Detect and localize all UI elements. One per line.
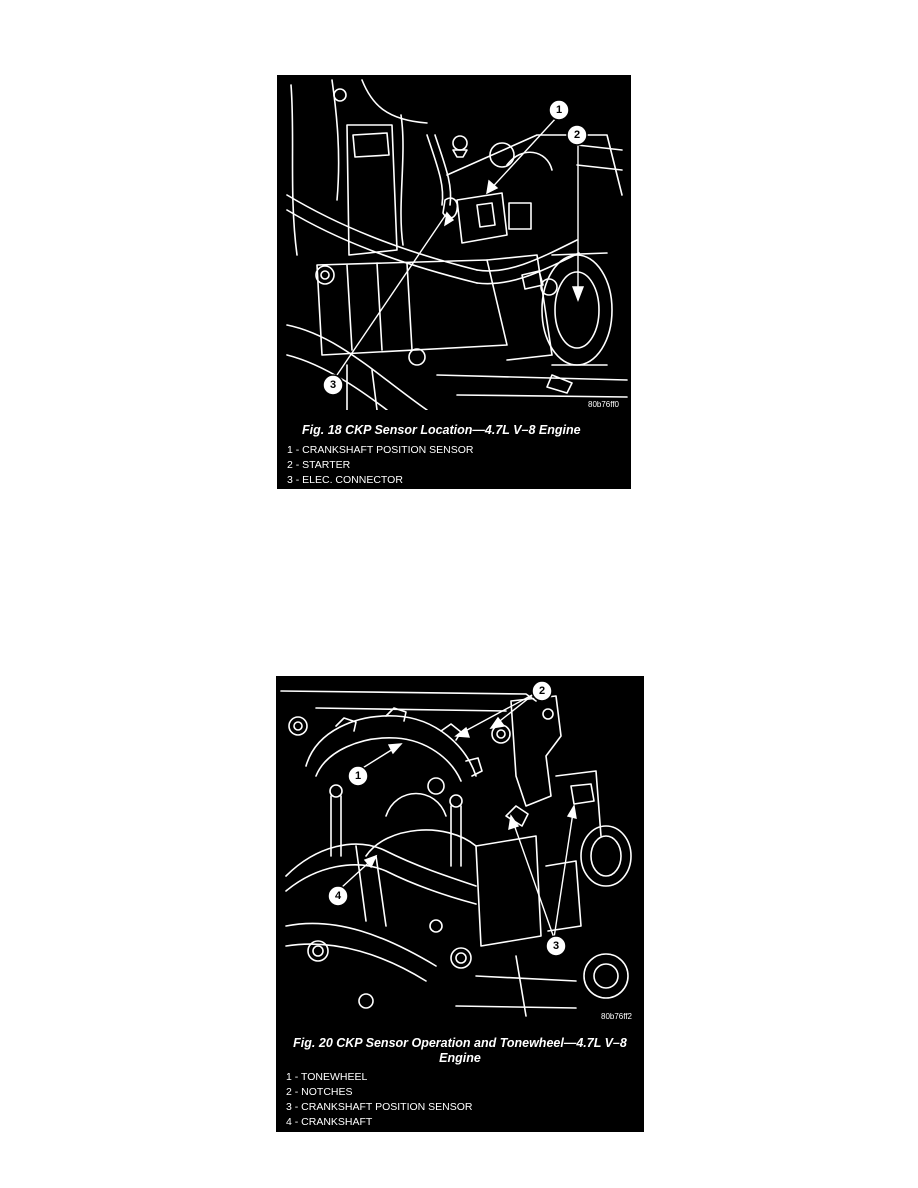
legend-item: 1 - CRANKSHAFT POSITION SENSOR — [287, 444, 474, 456]
legend-item: 1 - TONEWHEEL — [286, 1071, 368, 1083]
figure-legend — [277, 443, 631, 488]
engine-illustration-starter — [277, 75, 631, 410]
figure-code: 80b76ff0 — [588, 400, 619, 409]
figure-legend — [276, 1070, 644, 1130]
legend-item: 4 - CRANKSHAFT — [286, 1116, 373, 1128]
callout-1: 1 — [354, 770, 362, 782]
figure-ckp-sensor-location — [277, 75, 631, 489]
figure-caption: Fig. 20 CKP Sensor Operation and Tonewheel—4.7L V–8 Engine — [293, 1036, 627, 1065]
legend-item: 2 - STARTER — [287, 459, 351, 471]
callout-3: 3 — [552, 940, 560, 952]
figure-ckp-sensor-tonewheel — [276, 676, 644, 1132]
figure-code: 80b76ff2 — [601, 1012, 632, 1021]
legend-item: 3 - ELEC. CONNECTOR — [287, 474, 403, 486]
callout-3: 3 — [329, 379, 337, 391]
engine-illustration-tonewheel — [276, 676, 644, 1031]
callout-4: 4 — [334, 890, 342, 902]
callout-2: 2 — [538, 685, 546, 697]
callout-2: 2 — [573, 129, 581, 141]
legend-item: 3 - CRANKSHAFT POSITION SENSOR — [286, 1101, 473, 1113]
legend-item: 2 - NOTCHES — [286, 1086, 353, 1098]
figure-caption: Fig. 18 CKP Sensor Location—4.7L V–8 Engine — [302, 423, 581, 437]
callout-1: 1 — [555, 104, 563, 116]
